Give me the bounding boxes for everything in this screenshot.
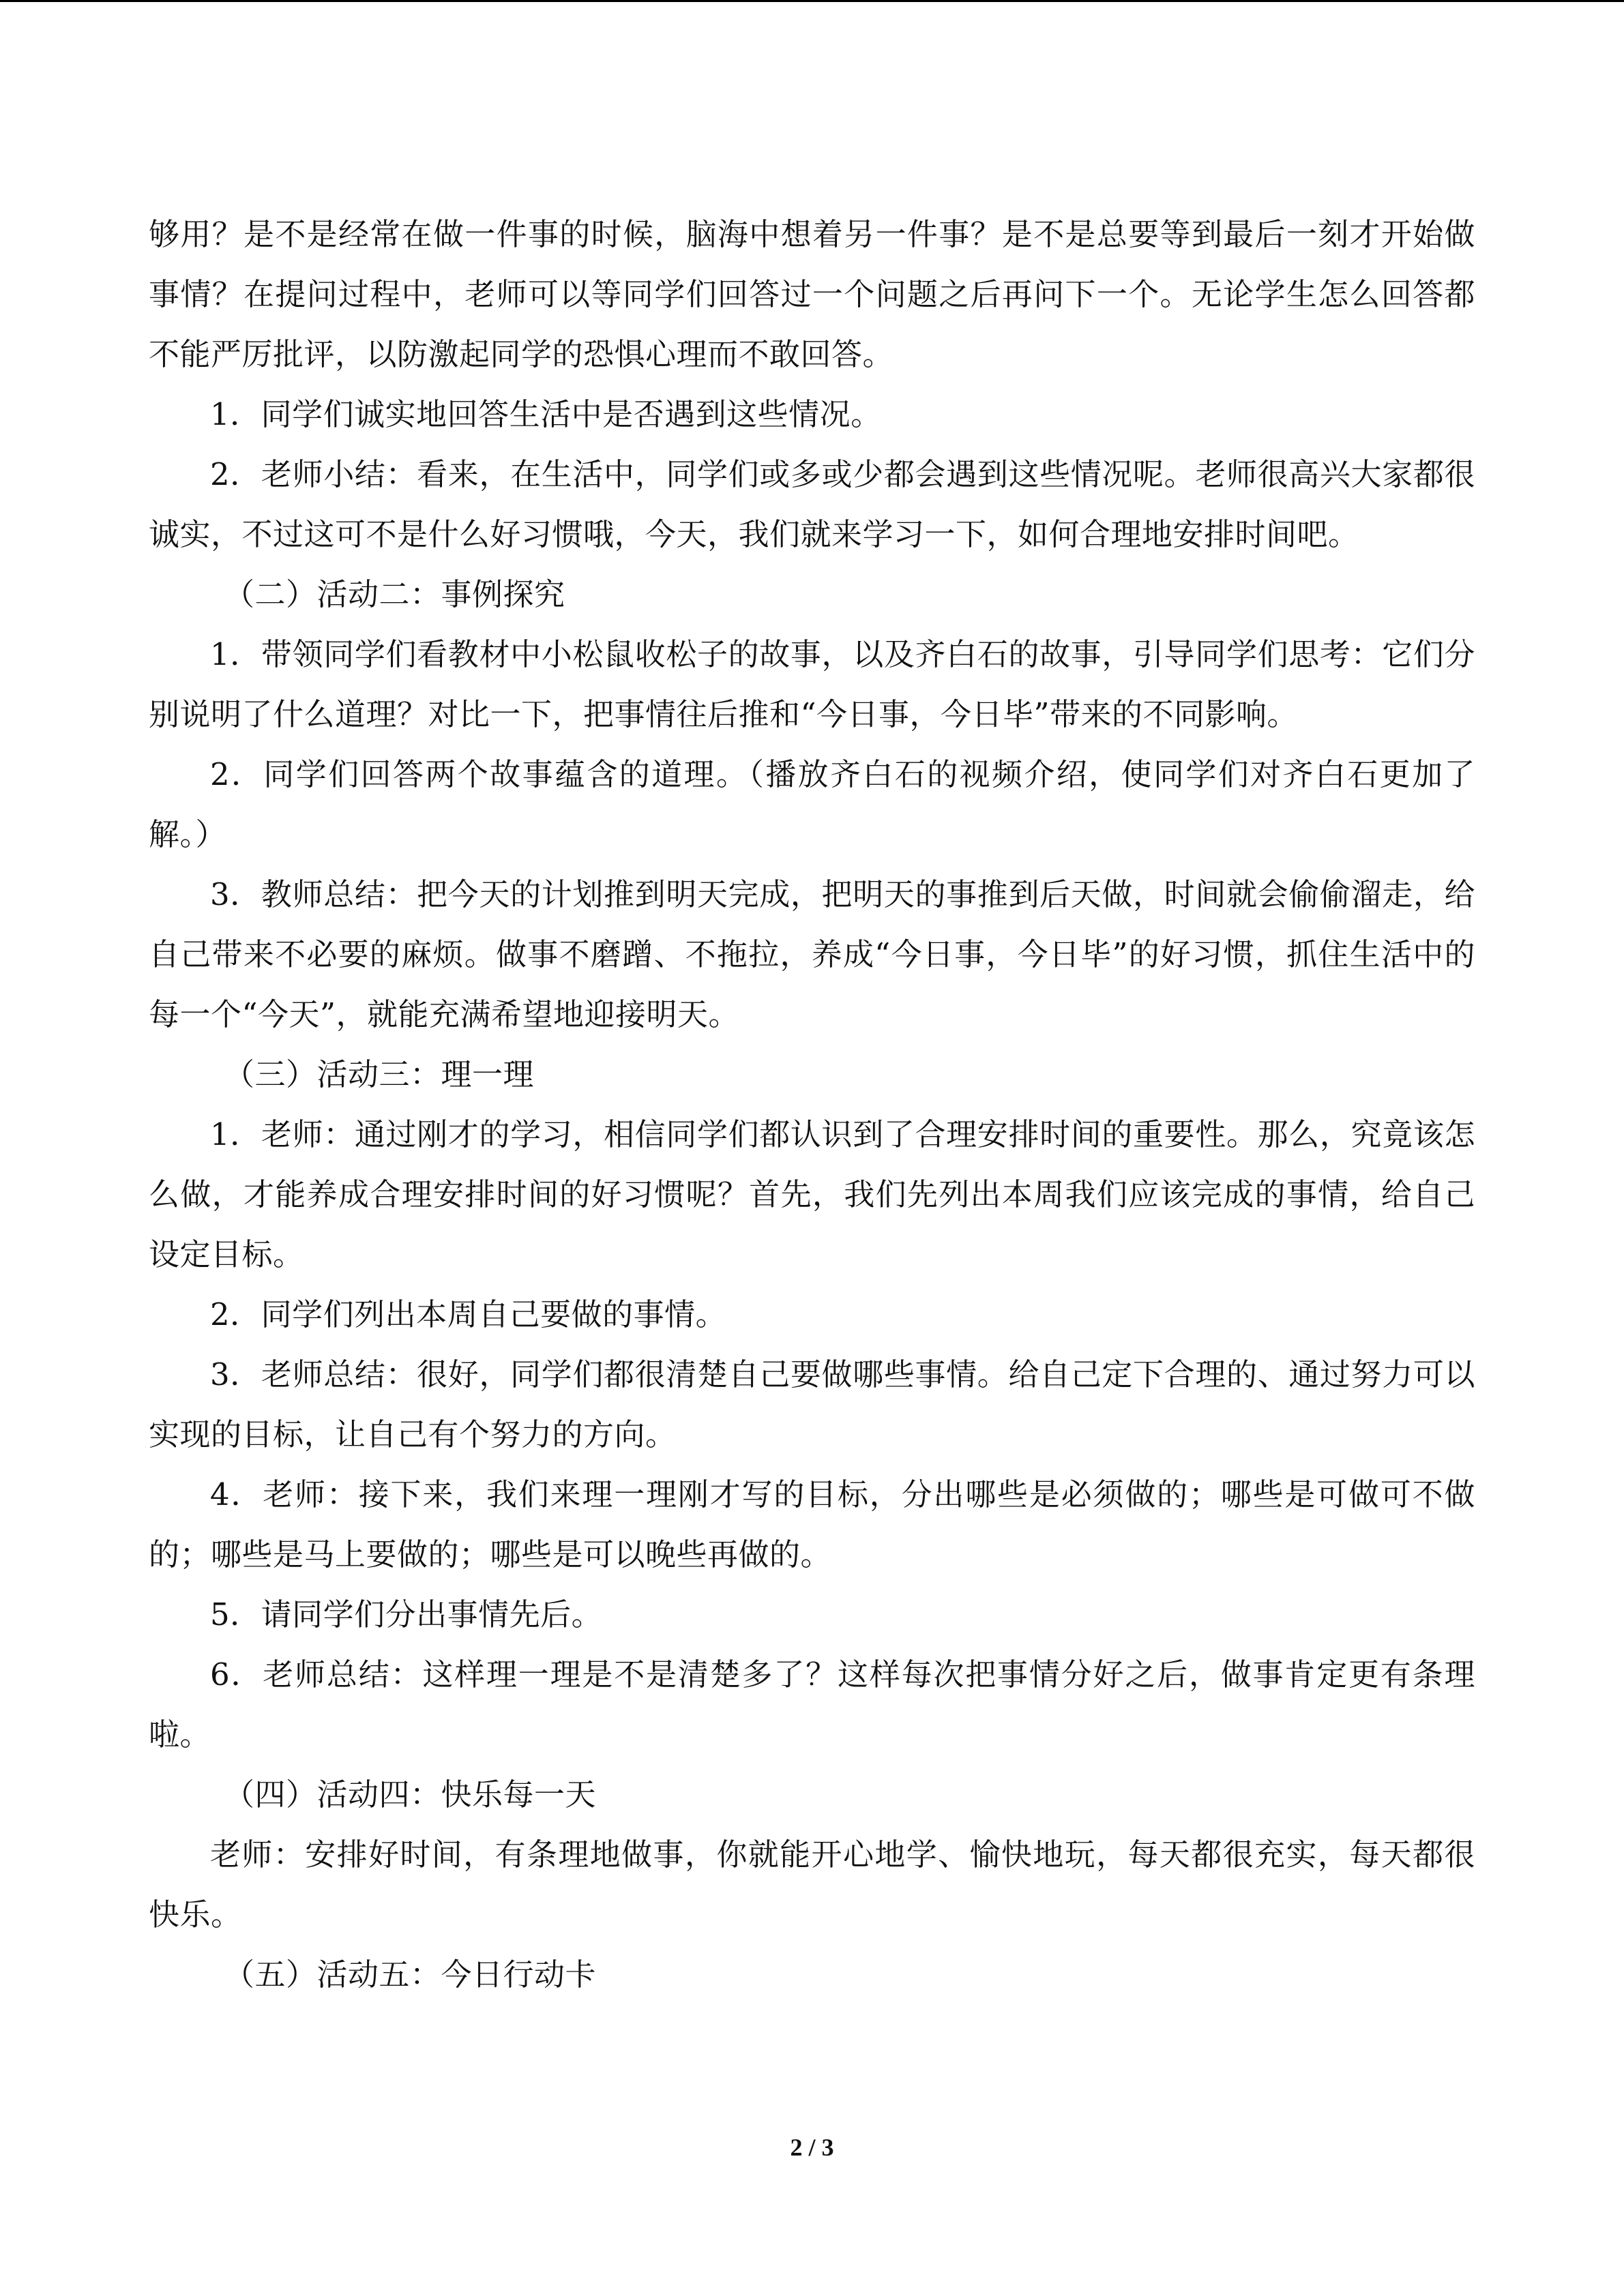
paragraph-continuation: 够用？是不是经常在做一件事的时候，脑海中想着另一件事？是不是总要等到最后一刻才开始做事情？在提问过程中，老师可以等同学们回答过一个问题之后再问下一个。无论学生怎么回答都不能严厉批评，以防激起同学的恐惧心理而不敢回答。 — [149, 216, 1475, 372]
section-heading-activity-3: （三）活动三：理一理 — [224, 1056, 535, 1092]
page-number: 2 / 3 — [790, 2134, 834, 2161]
paragraph-activity-3-step-6: 6．老师总结：这样理一理是不是清楚多了？这样每次把事情分好之后，做事肯定更有条理啦。 — [149, 1656, 1475, 1753]
paragraph-activity-3-step-3: 3．老师总结：很好，同学们都很清楚自己要做哪些事情。给自己定下合理的、通过努力可以实现的目标，让自己有个努力的方向。 — [149, 1356, 1475, 1452]
paragraph-activity-3-step-4: 4．老师：接下来，我们来理一理刚才写的目标，分出哪些是必须做的；哪些是可做可不做的；哪些是马上要做的；哪些是可以晚些再做的。 — [149, 1476, 1475, 1572]
document-body — [149, 205, 1475, 2005]
paragraph-activity-3-step-5: 5．请同学们分出事情先后。 — [210, 1596, 603, 1632]
paragraph-activity-2-step-3: 3．教师总结：把今天的计划推到明天完成，把明天的事推到后天做，时间就会偷偷溜走，给自己带来不必要的麻烦。做事不磨蹭、不拖拉，养成“今日事，今日毕”的好习惯，抓住生活中的每一个“今天”，就能充满希望地迎接明天。 — [149, 876, 1475, 1032]
paragraph-activity-3-step-2: 2．同学们列出本周自己要做的事情。 — [210, 1296, 727, 1332]
section-heading-activity-2: （二）活动二：事例探究 — [224, 576, 565, 612]
section-heading-activity-4: （四）活动四：快乐每一天 — [224, 1776, 597, 1813]
top-border-line — [0, 0, 1624, 2]
paragraph-step-2: 2．老师小结：看来，在生活中，同学们或多或少都会遇到这些情况呢。老师很高兴大家都很诚实，不过这可不是什么好习惯哦，今天，我们就来学习一下，如何合理地安排时间吧。 — [149, 456, 1475, 552]
section-heading-activity-5: （五）活动五：今日行动卡 — [224, 1956, 597, 1993]
paragraph-step-1: 1．同学们诚实地回答生活中是否遇到这些情况。 — [210, 396, 882, 432]
paragraph-activity-2-step-2: 2．同学们回答两个故事蕴含的道理。（播放齐白石的视频介绍，使同学们对齐白石更加了解。） — [149, 756, 1475, 852]
paragraph-activity-3-step-1: 1．老师：通过刚才的学习，相信同学们都认识到了合理安排时间的重要性。那么，究竟该怎么做，才能养成合理安排时间的好习惯呢？首先，我们先列出本周我们应该完成的事情，给自己设定目标。 — [149, 1116, 1475, 1272]
paragraph-activity-2-step-1: 1．带领同学们看教材中小松鼠收松子的故事，以及齐白石的故事，引导同学们思考：它们分别说明了什么道理？对比一下，把事情往后推和“今日事，今日毕”带来的不同影响。 — [149, 636, 1475, 732]
paragraph-activity-4-body: 老师：安排好时间，有条理地做事，你就能开心地学、愉快地玩，每天都很充实，每天都很快乐。 — [149, 1836, 1475, 1933]
